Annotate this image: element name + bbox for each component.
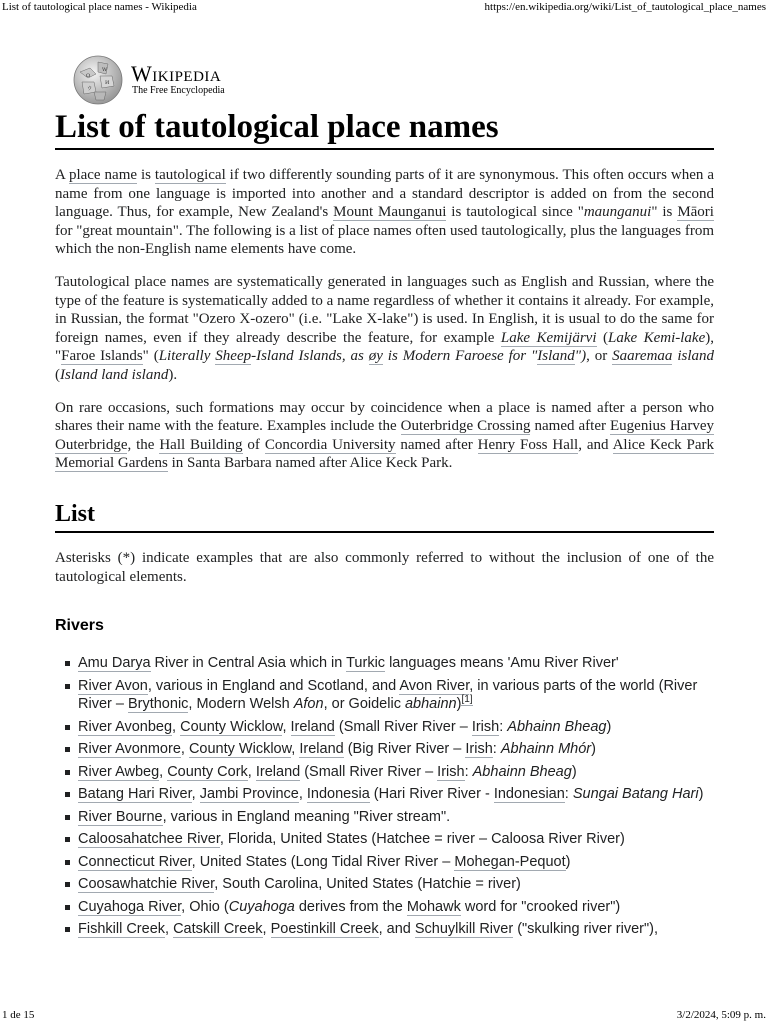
- link-river-avonbeg[interactable]: River Avonbeg: [78, 718, 173, 735]
- svg-text:W: W: [102, 67, 108, 73]
- list-item: Batang Hari River, Jambi Province, Indonesia (Hari River River - Indonesian: Sungai Batang Hari): [78, 785, 714, 804]
- link-brythonic[interactable]: Brythonic: [127, 696, 189, 713]
- link-coosawhatchie-river[interactable]: Coosawhatchie River: [78, 876, 215, 893]
- link-fishkill-creek[interactable]: Fishkill Creek: [78, 921, 166, 938]
- link-caloosahatchee-river[interactable]: Caloosahatchee River: [78, 831, 220, 848]
- link-schuylkill-river[interactable]: Schuylkill River: [414, 921, 514, 938]
- list-item: River Awbeg, County Cork, Ireland (Small River River – Irish: Abhainn Bheag): [78, 763, 714, 782]
- link-outerbridge-crossing[interactable]: Outerbridge Crossing: [400, 418, 531, 435]
- link-batang-hari-river[interactable]: Batang Hari River: [78, 786, 192, 803]
- link-mohawk[interactable]: Mohawk: [406, 898, 461, 915]
- link-saaremaa[interactable]: Saaremaa: [612, 348, 673, 365]
- link-turkic[interactable]: Turkic: [346, 655, 386, 672]
- print-header: [0, 0, 768, 16]
- section-heading-list: List: [55, 499, 714, 533]
- wordmark: Wikipedia: [131, 61, 222, 86]
- link-catskill-creek[interactable]: Catskill Creek: [173, 921, 263, 938]
- svg-text:ウ: ウ: [87, 86, 93, 92]
- list-item: River Avon, various in England and Scotland, and Avon River, in various parts of the world (River River – Brythonic, Modern Welsh Afon, or Goidelic abhainn)[1]: [78, 677, 714, 714]
- link-eugenius-outerbridge[interactable]: Eugenius Harvey Outerbridge: [55, 418, 714, 453]
- list-item: Caloosahatchee River, Florida, United States (Hatchee = river – Caloosa River River): [78, 830, 714, 849]
- link-tautological[interactable]: tautological: [154, 167, 226, 183]
- link-lake-kemijarvi[interactable]: Lake Kemijärvi: [500, 329, 597, 346]
- wikipedia-brand[interactable]: [55, 52, 714, 108]
- list-item: Amu Darya River in Central Asia which in Turkic languages means 'Amu River River': [78, 654, 714, 673]
- link-hall-building[interactable]: Hall Building: [159, 436, 243, 453]
- link-irish[interactable]: Irish: [437, 763, 465, 780]
- page-number: 1 de 15: [2, 1009, 35, 1021]
- link-poestinkill-creek[interactable]: Poestinkill Creek: [270, 921, 379, 938]
- link-maori[interactable]: Māori: [677, 204, 714, 221]
- link-river-avonmore[interactable]: River Avonmore: [78, 741, 181, 758]
- link-faroe-islands[interactable]: Faroe Islands: [61, 348, 143, 365]
- link-connecticut-river[interactable]: Connecticut River: [78, 853, 192, 870]
- link-mount-maunganui[interactable]: Mount Maunganui: [333, 204, 447, 221]
- article: [55, 52, 714, 943]
- svg-text:Ω: Ω: [86, 73, 91, 79]
- link-ireland[interactable]: Ireland: [290, 718, 335, 735]
- intro-paragraph-3: On rare occasions, such formations may occur by coincidence when a place is named after a person who shares their name with the feature. Examples include the Outerbridge Crossing named after Eugenius Harvey Outerbridge, the Hall Building of Concordia University named after Henry Foss Hall, and Alice Keck Park Memorial Gardens in Santa Barbara named after Alice Keck Park.: [55, 399, 714, 472]
- svg-text:И: И: [105, 80, 110, 86]
- link-irish[interactable]: Irish: [471, 718, 500, 735]
- list-item: Cuyahoga River, Ohio (Cuyahoga derives from the Mohawk word for "crooked river"): [78, 898, 714, 917]
- print-footer: [0, 1008, 768, 1024]
- link-indonesia[interactable]: Indonesia: [306, 786, 370, 803]
- link-avon-river[interactable]: Avon River: [399, 677, 470, 694]
- link-mohegan-pequot[interactable]: Mohegan-Pequot: [454, 853, 566, 870]
- link-ireland[interactable]: Ireland: [299, 741, 344, 758]
- link-oy[interactable]: øy: [368, 348, 383, 365]
- page-title: List of tautological place names: [55, 108, 714, 150]
- print-page-title: List of tautological place names - Wikipedia: [2, 1, 197, 13]
- wikipedia-globe-logo: [72, 54, 124, 106]
- link-river-bourne[interactable]: River Bourne: [78, 808, 163, 825]
- link-indonesian[interactable]: Indonesian: [493, 786, 565, 803]
- link-island[interactable]: Island: [537, 348, 575, 365]
- subsection-heading-rivers: Rivers: [55, 617, 104, 635]
- list-item: River Avonmore, County Wicklow, Ireland (Big River River – Irish: Abhainn Mhór): [78, 740, 714, 759]
- list-item: Coosawhatchie River, South Carolina, United States (Hatchie = river): [78, 875, 714, 894]
- citation-1[interactable]: [1]: [461, 694, 473, 706]
- intro-paragraph-2: Tautological place names are systematically generated in languages such as English and Russian, where the type of the feature is systematically added to a name regardless of whether it contains it already. For example, in Russian, the format "Ozero X-ozero" (i.e. "Lake X-lake") is used. In English, it is usual to do the same for foreign names, even if they already describe the feature, for example Lake Kemijärvi (Lake Kemi-lake), "Faroe Islands" (Literally Sheep-Island Islands, as øy is Modern Faroese for "Island"), or Saaremaa island (Island land island).: [55, 273, 714, 383]
- link-ireland[interactable]: Ireland: [255, 763, 301, 780]
- list-note: Asterisks (*) indicate examples that are also commonly referred to without the inclusion of one of the tautological elements.: [55, 549, 714, 585]
- list-item: River Bourne, various in England meaning "River stream".: [78, 808, 714, 827]
- link-alice-keck-park-gardens[interactable]: Alice Keck Park Memorial Gardens: [55, 436, 714, 472]
- list-item: Connecticut River, United States (Long Tidal River River – Mohegan-Pequot): [78, 853, 714, 872]
- list-item: River Avonbeg, County Wicklow, Ireland (Small River River – Irish: Abhainn Bheag): [78, 718, 714, 737]
- link-county-cork[interactable]: County Cork: [167, 763, 248, 780]
- list-item: Fishkill Creek, Catskill Creek, Poestinkill Creek, and Schuylkill River ("skulking river river"),: [78, 920, 714, 939]
- link-jambi-province[interactable]: Jambi Province: [199, 786, 299, 803]
- print-datetime: 3/2/2024, 5:09 p. m.: [676, 1009, 766, 1021]
- link-concordia-university[interactable]: Concordia University: [264, 436, 396, 453]
- link-amu-darya[interactable]: Amu Darya: [78, 655, 151, 672]
- rivers-list: [55, 654, 714, 939]
- link-sheep[interactable]: Sheep: [215, 348, 252, 365]
- link-county-wicklow[interactable]: County Wicklow: [180, 718, 283, 735]
- intro-paragraph-1: A place name is tautological if two differently sounding parts of it are synonymous. This often occurs when a name from one language is imported into another and a standard descriptor is added on from the second language. Thus, for example, New Zealand's Mount Maunganui is tautological since "maunganui" is Māori for "great mountain". The following is a list of place names often used tautologically, plus the languages from which the non-English name elements have come.: [55, 167, 714, 258]
- tagline: The Free Encyclopedia: [132, 85, 225, 96]
- link-county-wicklow[interactable]: County Wicklow: [188, 741, 292, 758]
- link-place-name[interactable]: place name: [68, 167, 138, 183]
- link-henry-foss-hall[interactable]: Henry Foss Hall: [477, 436, 579, 453]
- link-cuyahoga-river[interactable]: Cuyahoga River: [78, 898, 182, 915]
- print-url: https://en.wikipedia.org/wiki/List_of_tautological_place_names: [484, 1, 766, 13]
- link-irish[interactable]: Irish: [465, 741, 493, 758]
- link-river-awbeg[interactable]: River Awbeg: [78, 763, 160, 780]
- link-river-avon[interactable]: River Avon: [78, 677, 148, 694]
